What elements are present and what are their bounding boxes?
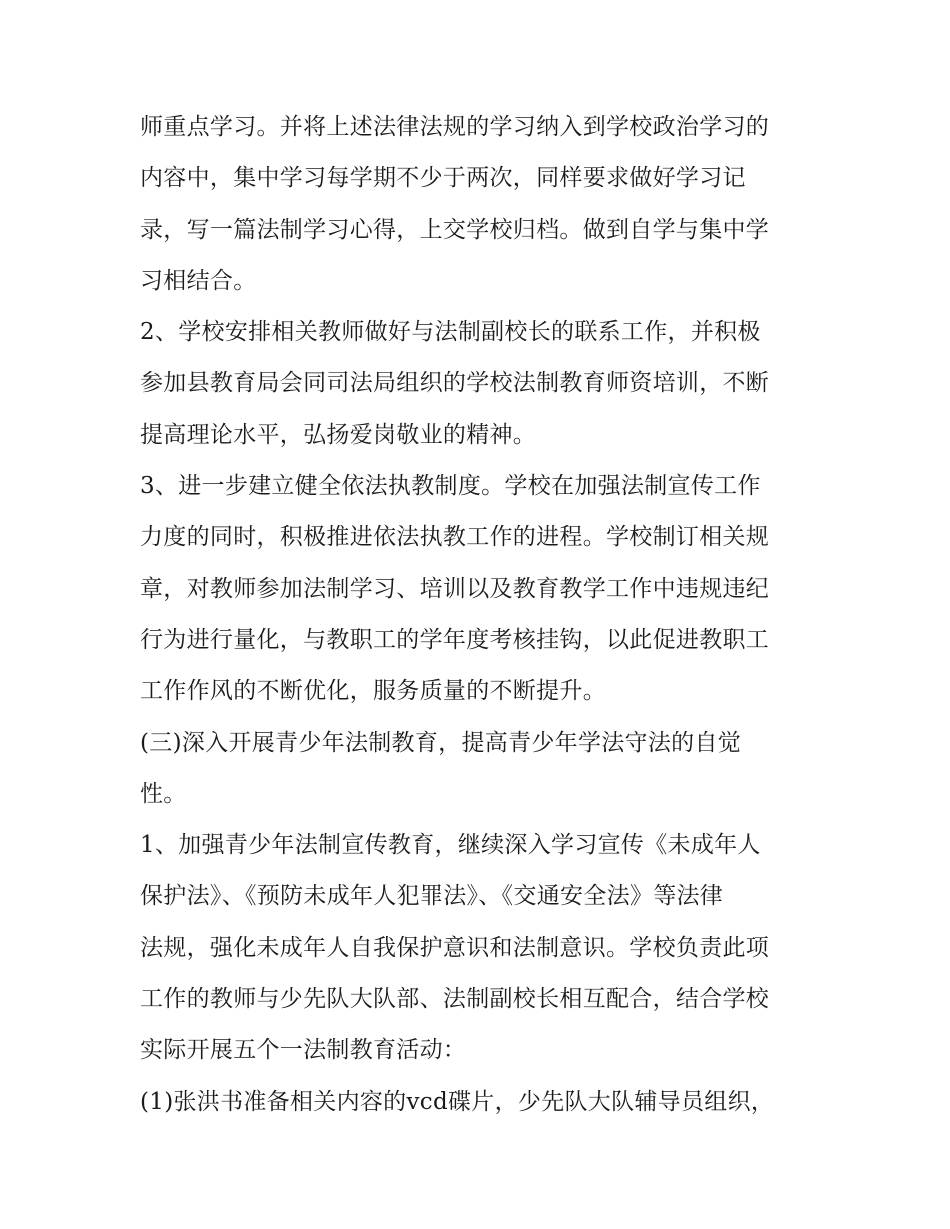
text-line: 法规，强化未成年人自我保护意识和法制意识。学校负责此项 xyxy=(140,934,770,961)
text-line: 录，写一篇法制学习心得，上交学校归档。做到自学与集中学 xyxy=(140,216,770,243)
text-line: 内容中，集中学习每学期不少于两次，同样要求做好学习记 xyxy=(140,165,746,192)
text-line: 力度的同时，积极推进依法执教工作的进程。学校制订相关规 xyxy=(140,524,770,551)
text-line: 保护法》、《预防未成年人犯罪法》、《交通安全法》等法律 xyxy=(140,883,724,910)
text-line: 实际开展五个一法制教育活动： xyxy=(140,1037,467,1064)
text-line: 章，对教师参加法制学习、培训以及教育教学工作中违规违纪 xyxy=(140,575,770,602)
text-line: 师重点学习。并将上述法律法规的学习纳入到学校政治学习的 xyxy=(140,114,770,140)
text-line: (1)张洪书准备相关内容的vcd碟片，少先队大队辅导员组织， xyxy=(140,1088,775,1115)
text-line: 行为进行量化，与教职工的学年度考核挂钩，以此促进教职工 xyxy=(140,626,770,653)
text-line: 2、学校安排相关教师做好与法制副校长的联系工作，并积极 xyxy=(140,319,761,346)
text-line: 工作作风的不断优化，服务质量的不断提升。 xyxy=(140,678,606,705)
text-line: 工作的教师与少先队大队部、法制副校长相互配合，结合学校 xyxy=(140,986,770,1013)
text-line: 性。 xyxy=(140,780,187,807)
text-line: 1、加强青少年法制宣传教育，继续深入学习宣传《未成年人 xyxy=(140,832,761,859)
text-line: 提高理论水平，弘扬爱岗敬业的精神。 xyxy=(140,421,537,448)
text-line: (三)深入开展青少年法制教育，提高青少年学法守法的自觉 xyxy=(140,729,742,756)
text-line: 习相结合。 xyxy=(140,267,257,294)
document-body xyxy=(140,102,840,1128)
text-line: 参加县教育局会同司法局组织的学校法制教育师资培训，不断 xyxy=(140,370,770,397)
text-line: 3、进一步建立健全依法执教制度。学校在加强法制宣传工作 xyxy=(140,473,761,500)
